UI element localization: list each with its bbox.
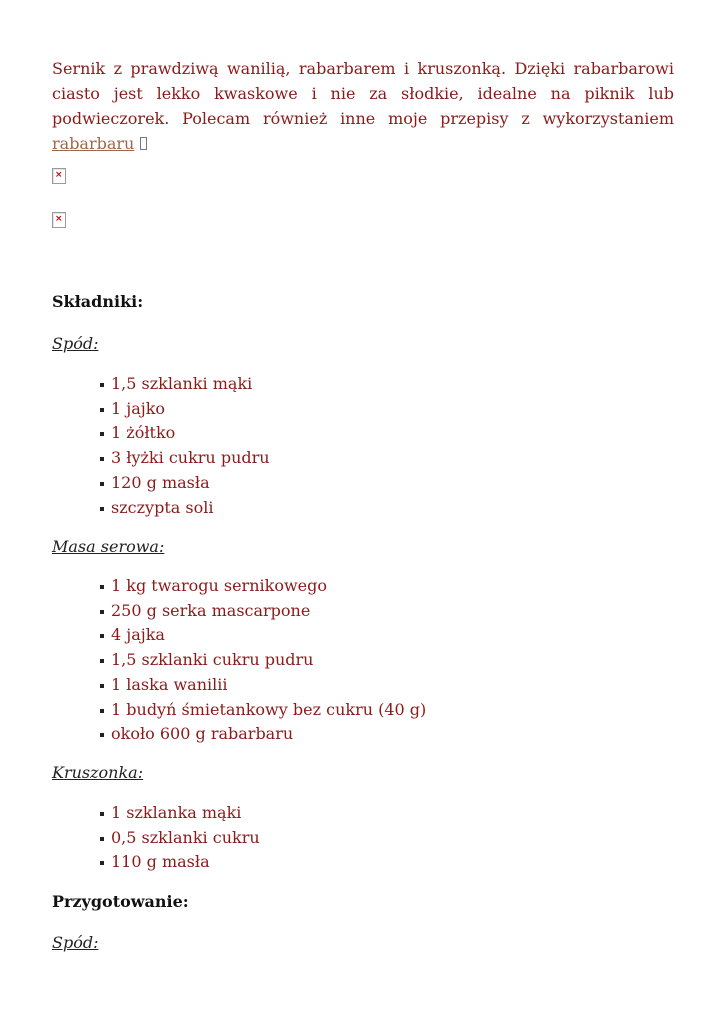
list-item: 110 g masła xyxy=(98,850,260,875)
list-item: 1,5 szklanki mąki xyxy=(98,372,270,397)
list-item: 250 g serka mascarpone xyxy=(98,599,426,624)
list-item: 120 g masła xyxy=(98,471,270,496)
rabarbar-link[interactable]: rabarbaru xyxy=(52,134,135,153)
masa-ingredient-list xyxy=(98,574,426,747)
list-item: 3 łyżki cukru pudru xyxy=(98,446,270,471)
list-item: 1 laska wanilii xyxy=(98,673,426,698)
list-item: szczypta soli xyxy=(98,496,270,521)
preparation-heading: Przygotowanie: xyxy=(52,892,189,911)
list-item: 4 jajka xyxy=(98,623,426,648)
list-item: 1 szklanka mąki xyxy=(98,801,260,826)
kruszonka-subheading: Kruszonka: xyxy=(52,763,144,782)
preparation-spod-subheading: Spód: xyxy=(52,933,99,952)
kruszonka-ingredient-list xyxy=(98,801,260,875)
intro-text: Sernik z prawdziwą wanilią, rabarbarem i kruszonką. Dzięki rabarbarowi ciasto jest lekko kwaskowe i nie za słodkie, idealne na piknik lub podwieczorek. Polecam również inne moje przepisy z wykorzystaniem xyxy=(52,59,674,128)
broken-image-icon: × xyxy=(52,168,66,184)
masa-serowa-subheading: Masa serowa: xyxy=(52,537,165,556)
ingredients-heading: Składniki: xyxy=(52,292,144,311)
list-item: 1 budyń śmietankowy bez cukru (40 g) xyxy=(98,698,426,723)
list-item: 1,5 szklanki cukru pudru xyxy=(98,648,426,673)
external-link-icon[interactable] xyxy=(140,137,147,150)
intro-paragraph xyxy=(52,56,674,156)
spod-ingredient-list xyxy=(98,372,270,520)
list-item: 1 żółtko xyxy=(98,421,270,446)
spod-subheading: Spód: xyxy=(52,334,99,353)
list-item: około 600 g rabarbaru xyxy=(98,722,426,747)
list-item: 0,5 szklanki cukru xyxy=(98,826,260,851)
list-item: 1 kg twarogu sernikowego xyxy=(98,574,426,599)
broken-image-icon: × xyxy=(52,212,66,228)
list-item: 1 jajko xyxy=(98,397,270,422)
